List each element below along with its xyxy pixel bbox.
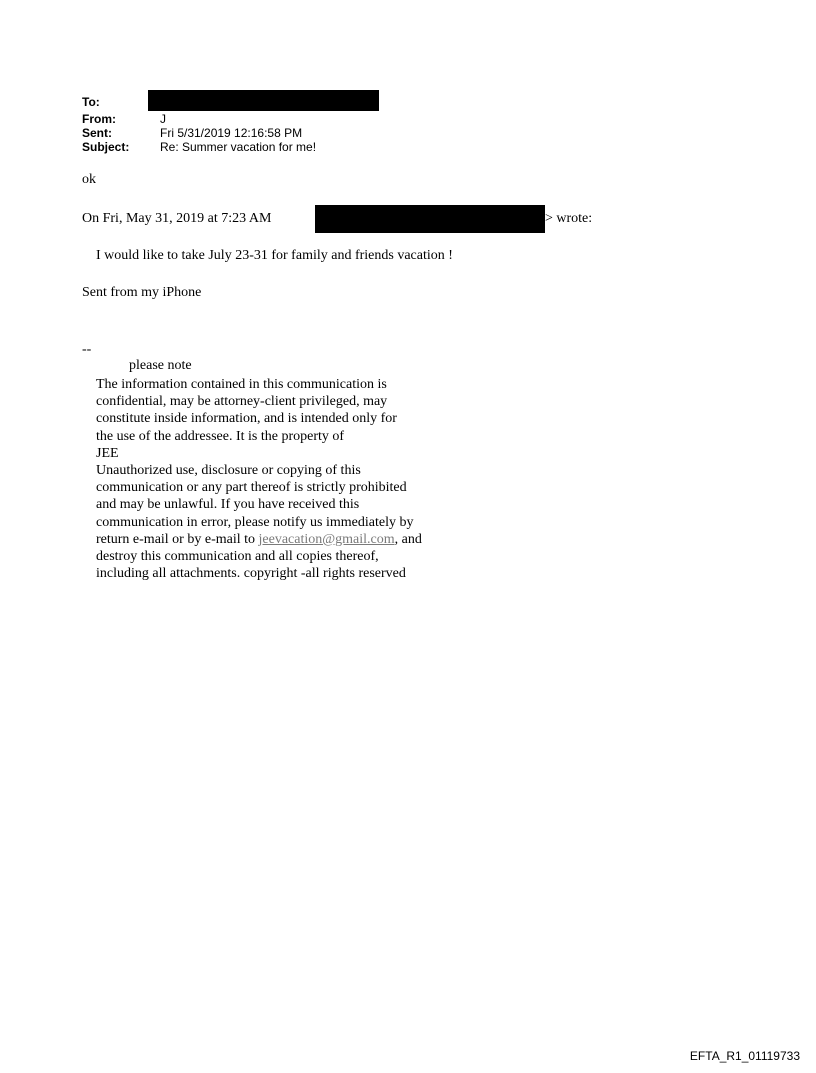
- quoted-message: I would like to take July 23-31 for family and friends vacation !: [96, 248, 453, 263]
- disclaimer-heading: please note: [129, 358, 192, 373]
- disclaimer-line: The information contained in this communication is: [96, 377, 387, 392]
- disclaimer: [96, 376, 422, 582]
- disclaimer-line: and may be unlawful. If you have received this: [96, 497, 360, 513]
- disclaimer-line: communication or any part thereof is strictly prohibited: [96, 480, 407, 496]
- disclaimer-line: constitute inside information, and is intended only for: [96, 411, 397, 427]
- disclaimer-line: Unauthorized use, disclosure or copying of this: [96, 463, 361, 479]
- quote-intro-prefix: On Fri, May 31, 2019 at 7:23 AM: [82, 211, 272, 226]
- recipient-redaction: [148, 90, 379, 111]
- separator: --: [82, 342, 92, 357]
- email-link[interactable]: jeevacation@gmail.com: [258, 531, 395, 547]
- disclaimer-email-line: [96, 531, 422, 548]
- signature: Sent from my iPhone: [82, 285, 202, 300]
- sent-label: Sent:: [82, 126, 112, 140]
- from-label: From:: [82, 112, 116, 126]
- from-value: J: [160, 112, 166, 126]
- document-id: EFTA_R1_01119733: [689, 1049, 800, 1063]
- disclaimer-line: confidential, may be attorney-client privileged, may: [96, 394, 388, 410]
- disclaimer-line: communication in error, please notify us immediately by: [96, 514, 414, 530]
- email-line-suffix: , and: [394, 531, 422, 547]
- disclaimer-line: the use of the addressee. It is the property of: [96, 428, 345, 444]
- disclaimer-line: destroy this communication and all copies thereof,: [96, 549, 379, 565]
- sender-redaction: [315, 205, 545, 233]
- subject-label: Subject:: [82, 140, 130, 154]
- to-label: To:: [82, 95, 100, 109]
- reply-text: ok: [82, 172, 96, 187]
- sent-value: Fri 5/31/2019 12:16:58 PM: [160, 126, 303, 140]
- subject-value: Re: Summer vacation for me!: [160, 140, 317, 154]
- email-line-prefix: return e-mail or by e-mail to: [96, 531, 259, 547]
- disclaimer-line: JEE: [96, 445, 119, 461]
- quote-intro-suffix: > wrote:: [545, 211, 593, 226]
- disclaimer-line: including all attachments. copyright -all rights reserved: [96, 566, 406, 582]
